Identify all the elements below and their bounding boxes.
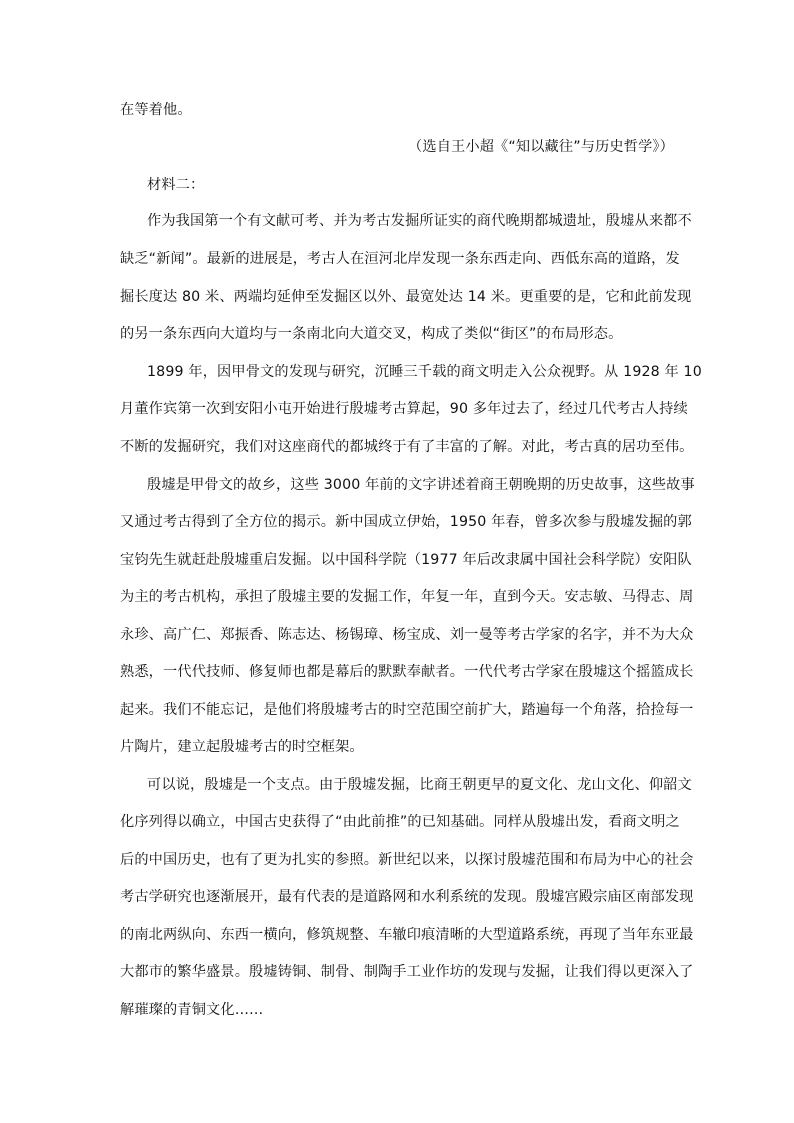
text-line: 化序列得以确立，中国古史获得了“由此前推”的已知基础。同样从殷墟出发，看商文明之 — [120, 814, 680, 830]
text-line: 殷墟是甲骨文的故乡，这些 3000 年前的文字讲述着商王朝晚期的历史故事，这些故事 — [147, 477, 695, 493]
text-line: 宝钧先生就赶赴殷墟重启发掘。以中国科学院（1977 年后改隶属中国社会科学院）安阳队 — [120, 552, 692, 568]
text-line: 在等着他。 — [120, 102, 192, 118]
text-line: 不断的发掘研究，我们对这座商代的都城终于有了丰富的了解。对此，考古真的居功至伟。 — [120, 439, 694, 455]
text-line: 后的中国历史，也有了更为扎实的参照。新世纪以来，以探讨殷墟范围和布局为中心的社会 — [120, 852, 694, 868]
text-line: 解璀璨的青铜文化…… — [120, 1002, 264, 1018]
text-line: 作为我国第一个有文献可考、并为考古发掘所证实的商代晚期都城遗址，殷墟从来都不 — [147, 213, 692, 229]
text-line: 可以说，殷墟是一个支点。由于殷墟发掘，比商王朝更早的夏文化、龙山文化、仰韶文 — [147, 777, 692, 793]
text-line: 缺乏“新闻”。最新的进展是，考古人在洹河北岸发现一条东西走向、西低东高的道路，发 — [120, 251, 680, 267]
text-line: 永珍、高广仁、郑振香、陈志达、杨锡璋、杨宝成、刘一曼等考古学家的名字，并不为大众 — [120, 627, 694, 643]
text-line: 又通过考古得到了全方位的揭示。新中国成立伊始，1950 年春，曾多次参与殷墟发掘的郭 — [120, 514, 692, 530]
text-line: 1899 年，因甲骨文的发现与研究，沉睡三千载的商文明走入公众视野。从 1928 年 10 — [147, 364, 702, 380]
section-heading: 材料二： — [147, 177, 205, 193]
text-line: 的南北两纵向、东西一横向，修筑规整、车辙印痕清晰的大型道路系统，再现了当年东亚最 — [120, 927, 694, 943]
text-line: 考古学研究也逐渐展开，最有代表的是道路网和水利系统的发现。殷墟宫殿宗庙区南部发现 — [120, 889, 694, 905]
text-line: 月董作宾第一次到安阳小屯开始进行殷墟考古算起，90 多年过去了，经过几代考古人持续 — [120, 401, 688, 417]
text-line: 的另一条东西向大道均与一条南北向大道交叉，构成了类似“街区”的布局形态。 — [120, 326, 623, 342]
text-line: 片陶片，建立起殷墟考古的时空框架。 — [120, 739, 364, 755]
text-line: 起来。我们不能忘记，是他们将殷墟考古的时空范围空前扩大，踏遍每一个角落，拾捡每一 — [120, 702, 694, 718]
source-citation: （选自王小超《“知以藏往”与历史哲学》） — [408, 139, 674, 155]
text-line: 大都市的繁华盛景。殷墟铸铜、制骨、制陶手工业作坊的发现与发掘，让我们得以更深入了 — [120, 964, 694, 980]
text-line: 为主的考古机构，承担了殷墟主要的发掘工作，年复一年，直到今天。安志敏、马得志、周 — [120, 589, 694, 605]
text-line: 熟悉，一代代技师、修复师也都是幕后的默默奉献者。一代代考古学家在殷墟这个摇篮成长 — [120, 664, 694, 680]
text-line: 掘长度达 80 米、两端均延伸至发掘区以外、最宽处达 14 米。更重要的是，它和此前发现 — [120, 289, 692, 305]
